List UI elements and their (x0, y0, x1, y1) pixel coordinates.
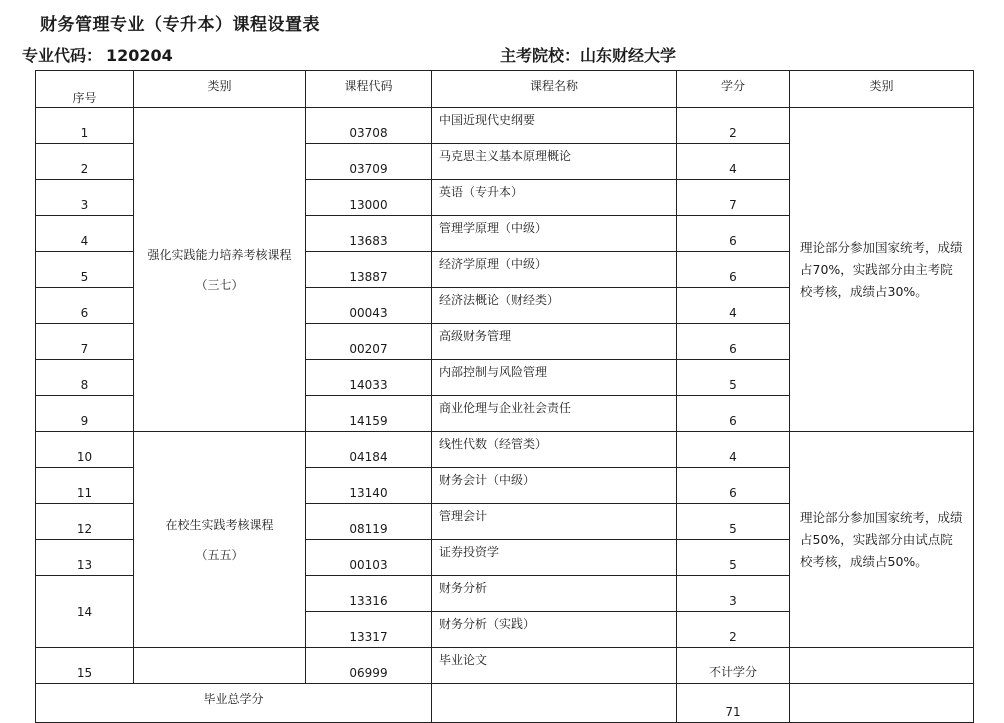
document-title: 财务管理专业（专升本）课程设置表 (40, 15, 320, 35)
row-seq: 1 (36, 108, 134, 144)
row-course-name: 财务分析（实践） (432, 612, 677, 648)
group-category-label: 在校生实践考核课程 (165, 517, 274, 532)
row-seq: 15 (36, 648, 134, 684)
major-code-value: 120204 (106, 46, 173, 65)
row-course-name: 财务会计（中级） (432, 468, 677, 504)
row-course-name: 英语（专升本） (432, 180, 677, 216)
row-course-code: 13887 (306, 252, 432, 288)
row-course-name: 中国近现代史纲要 (432, 108, 677, 144)
total-empty (432, 684, 677, 723)
row-seq: 2 (36, 144, 134, 180)
total-credit: 71 (677, 684, 790, 723)
row-course-code: 13140 (306, 468, 432, 504)
course-table (35, 70, 974, 723)
row-seq: 4 (36, 216, 134, 252)
row-course-name: 毕业论文 (432, 648, 677, 684)
row-note-empty (790, 648, 974, 684)
table-row (36, 648, 974, 684)
row-credit: 7 (677, 180, 790, 216)
table-row (36, 108, 974, 144)
row-seq: 7 (36, 324, 134, 360)
row-course-code: 03708 (306, 108, 432, 144)
row-course-code: 00103 (306, 540, 432, 576)
row-seq: 12 (36, 504, 134, 540)
row-course-code: 13000 (306, 180, 432, 216)
group-category-code: （五五） (195, 547, 244, 562)
row-course-code: 00043 (306, 288, 432, 324)
row-course-code: 13316 (306, 576, 432, 612)
row-course-name: 财务分析 (432, 576, 677, 612)
group-category-label: 强化实践能力培养考核课程 (147, 247, 292, 262)
row-seq: 13 (36, 540, 134, 576)
row-course-code: 14033 (306, 360, 432, 396)
row-course-name: 内部控制与风险管理 (432, 360, 677, 396)
row-course-name: 管理会计 (432, 504, 677, 540)
header-course-code: 课程代码 (306, 71, 432, 108)
row-seq: 8 (36, 360, 134, 396)
group-note: 理论部分参加国家统考，成绩占50%，实践部分由试点院校考核，成绩占50%。 (790, 432, 974, 648)
header-category: 类别 (134, 71, 306, 108)
row-seq: 9 (36, 396, 134, 432)
major-code (22, 43, 173, 66)
row-seq: 6 (36, 288, 134, 324)
row-credit: 6 (677, 252, 790, 288)
row-course-name: 线性代数（经管类） (432, 432, 677, 468)
row-course-name: 高级财务管理 (432, 324, 677, 360)
row-course-code: 14159 (306, 396, 432, 432)
header-credit: 学分 (677, 71, 790, 108)
header-category-note: 类别 (790, 71, 974, 108)
header-course-name: 课程名称 (432, 71, 677, 108)
group-category (134, 108, 306, 432)
row-credit: 6 (677, 216, 790, 252)
row-credit: 6 (677, 468, 790, 504)
row-course-code: 03709 (306, 144, 432, 180)
row-credit: 4 (677, 432, 790, 468)
row-course-name: 管理学原理（中级） (432, 216, 677, 252)
row-credit: 2 (677, 108, 790, 144)
row-credit: 不计学分 (677, 648, 790, 684)
group-note: 理论部分参加国家统考，成绩占70%，实践部分由主考院校考核，成绩占30%。 (790, 108, 974, 432)
row-course-code: 13683 (306, 216, 432, 252)
row-course-code: 08119 (306, 504, 432, 540)
row-credit: 5 (677, 540, 790, 576)
row-credit: 6 (677, 324, 790, 360)
major-code-label: 专业代码： (22, 46, 103, 65)
group-category-code: （三七） (195, 277, 244, 292)
header-row (36, 71, 974, 108)
row-seq: 5 (36, 252, 134, 288)
row-course-code: 13317 (306, 612, 432, 648)
row-credit: 6 (677, 396, 790, 432)
row-course-code: 06999 (306, 648, 432, 684)
row-course-name: 经济学原理（中级） (432, 252, 677, 288)
row-credit: 4 (677, 288, 790, 324)
exam-school: 主考院校：山东财经大学 (500, 46, 677, 65)
row-course-name: 经济法概论（财经类） (432, 288, 677, 324)
row-credit: 5 (677, 504, 790, 540)
row-course-name: 马克思主义基本原理概论 (432, 144, 677, 180)
total-row (36, 684, 974, 723)
total-note-empty (790, 684, 974, 723)
row-course-code: 04184 (306, 432, 432, 468)
total-label: 毕业总学分 (36, 684, 432, 723)
row-credit: 2 (677, 612, 790, 648)
row-credit: 4 (677, 144, 790, 180)
row-seq: 3 (36, 180, 134, 216)
group-category (134, 432, 306, 648)
row-credit: 5 (677, 360, 790, 396)
row-course-name: 商业伦理与企业社会责任 (432, 396, 677, 432)
row-seq: 14 (36, 576, 134, 648)
row-credit: 3 (677, 576, 790, 612)
row-category-empty (134, 648, 306, 684)
table-row (36, 432, 974, 468)
row-seq: 10 (36, 432, 134, 468)
row-course-code: 00207 (306, 324, 432, 360)
row-seq: 11 (36, 468, 134, 504)
row-course-name: 证券投资学 (432, 540, 677, 576)
header-seq: 序号 (36, 71, 134, 108)
